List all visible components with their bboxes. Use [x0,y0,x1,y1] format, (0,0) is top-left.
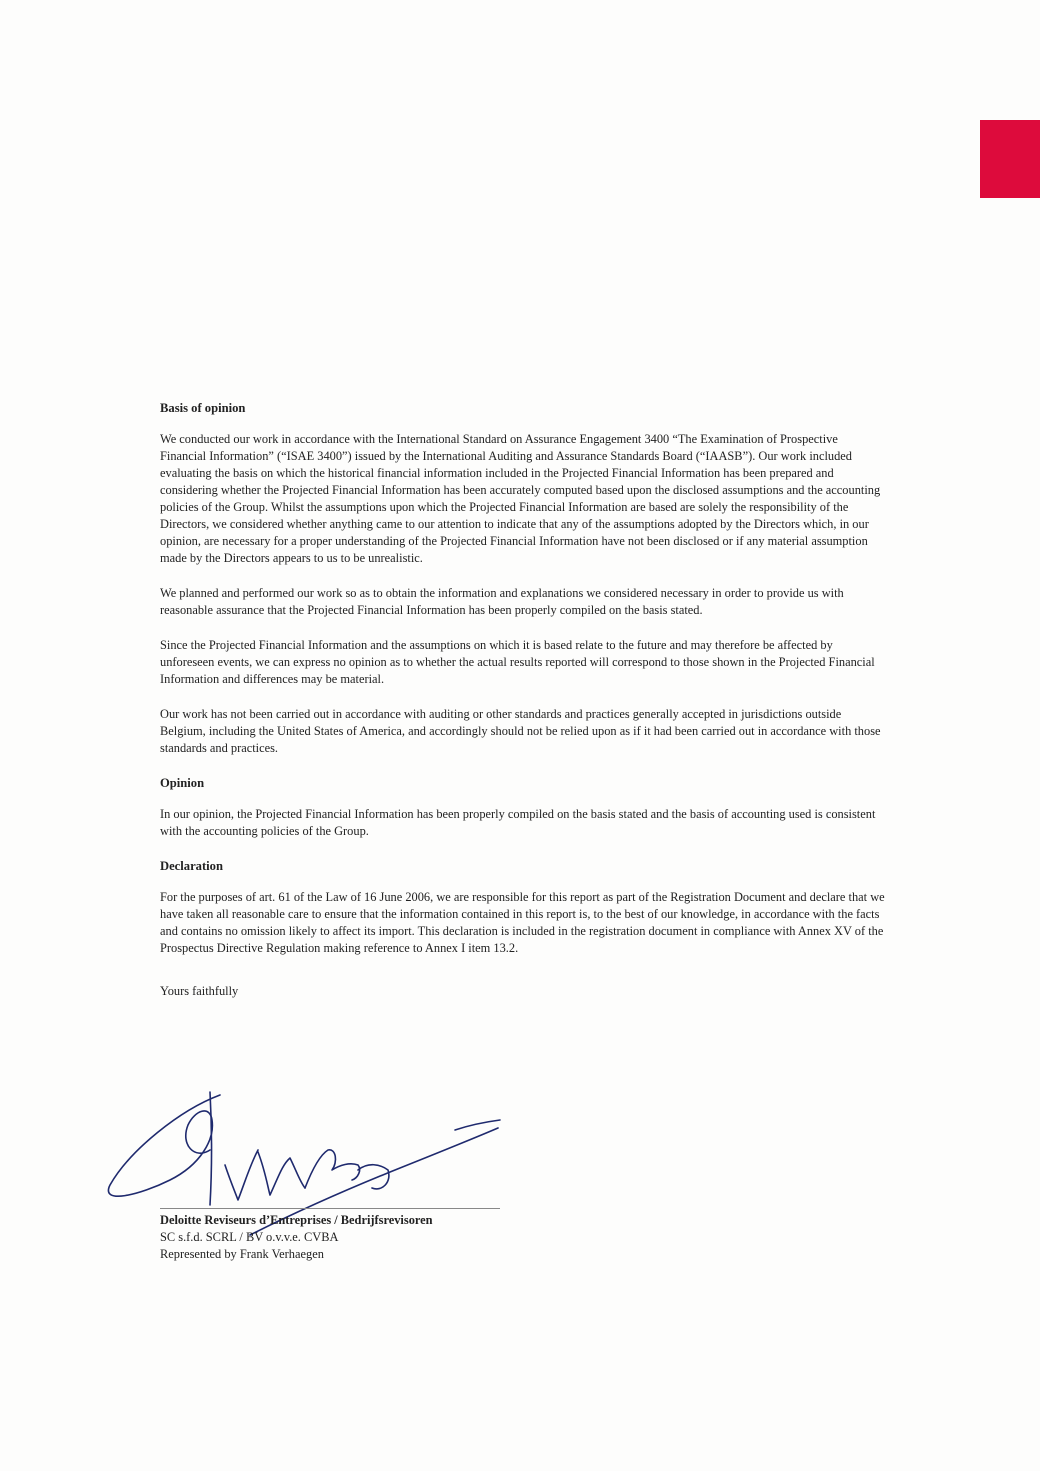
declaration-paragraph: For the purposes of art. 61 of the Law of 16 June 2006, we are responsible for this report as part of the Registration Document and declare that we have taken all reasonable care to ensure that the information contained in this report is, to the best of our knowledge, in accordance with the facts and contains no omission likely to affect its import. This declaration is included in the registration document in compliance with Annex XV of the Prospectus Directive Regulation making reference to Annex I item 13.2. [160,890,885,955]
basis-of-opinion-heading: Basis of opinion [160,401,246,415]
basis-paragraph-2: We planned and performed our work so as to obtain the information and explanations we considered necessary in order to provide us with reasonable assurance that the Projected Financial Information has been properly compiled on the basis stated. [160,586,844,617]
section-tab-marker [980,120,1040,198]
declaration-heading: Declaration [160,859,223,873]
basis-paragraph-3: Since the Projected Financial Information and the assumptions on which it is based relate to the future and may therefore be affected by unforeseen events, we can express no opinion as to whether the actual results reported will correspond to those shown in the Projected Financial Information and differences may be material. [160,638,875,686]
represented-by: Represented by Frank Verhaegen [160,1247,324,1261]
basis-paragraph-4: Our work has not been carried out in accordance with auditing or other standards and practices generally accepted in jurisdictions outside Belgium, including the United States of America, and accordingly should not be relied upon as if it had been carried out in accordance with those standards and practices. [160,707,881,755]
report-body [160,400,885,1000]
firm-block [160,1212,433,1263]
opinion-heading: Opinion [160,776,205,790]
signature-line [160,1208,500,1209]
opinion-paragraph: In our opinion, the Projected Financial Information has been properly compiled on the basis stated and the basis of accounting used is consistent with the accounting policies of the Group. [160,807,876,838]
basis-paragraph-1: We conducted our work in accordance with the International Standard on Assurance Engagement 3400 “The Examination of Prospective Financial Information” (“ISAE 3400”) issued by the International Auditing and Assurance Standards Board (“IAASB”). Our work included evaluating the basis on which the historical financial information included in the Projected Financial Information has been prepared and considering whether the Projected Financial Information has been accurately computed based upon the disclosed assumptions and the accounting policies of the Group. Whilst the assumptions upon which the Projected Financial Information are based are solely the responsibility of the Directors, we considered whether anything came to our attention to indicate that any of the assumptions adopted by the Directors which, in our opinion, are necessary for a proper understanding of the Projected Financial Information have not been disclosed or if any material assumption made by the Directors appears to us to be unrealistic. [160,432,881,565]
closing-salutation: Yours faithfully [160,984,239,998]
firm-name: Deloitte Reviseurs d’Entreprises / Bedrijfsrevisoren [160,1213,433,1227]
firm-legal-form: SC s.f.d. SCRL / BV o.v.v.e. CVBA [160,1230,339,1244]
